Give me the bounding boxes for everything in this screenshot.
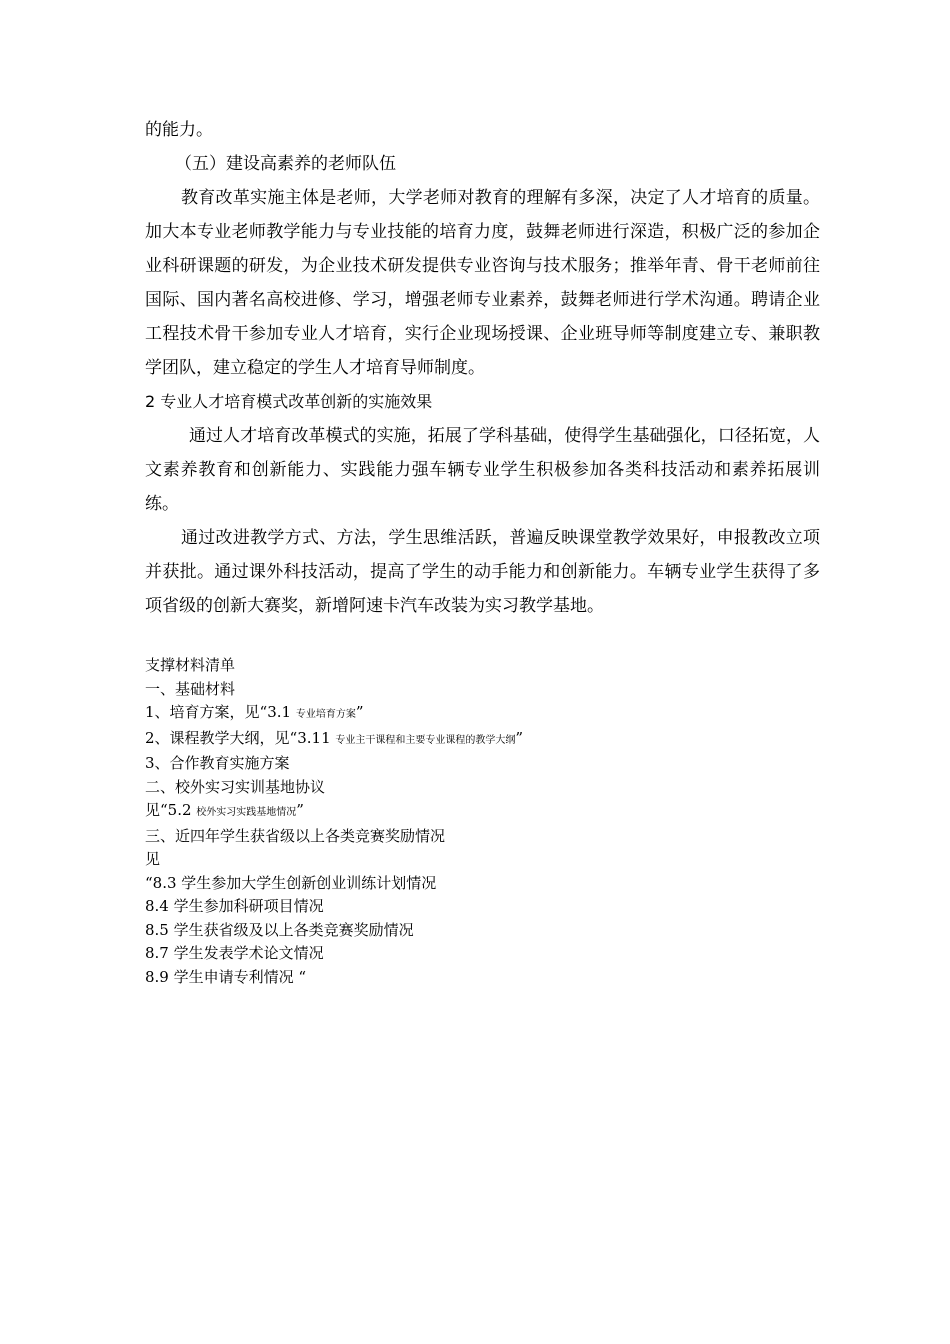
section-2-paragraph-2: 通过改进教学方式、方法，学生思维活跃，普遍反映课堂教学效果好，申报教改立项并获批。通过课外科技活动，提高了学生的动手能力和创新能力。车辆专业学生获得了多项省级的创新大赛奖，新增阿速卡汽车改装为实习教学基地。 [145,528,820,616]
materials-group-2-title: 二、校外实习实训基地协议 [145,777,326,796]
materials-group-3-see: 见 [145,850,161,868]
paragraph-continuation: 的能力。 [145,120,213,140]
materials-group-2-ref [145,799,820,825]
materials-item-1-small: 专业培育方案 [295,709,356,720]
materials-ref-8-7: 8.7 学生发表学术论文情况 [145,944,324,962]
materials-item-2-tail: ” [515,728,524,747]
materials-ref-8-3: “8.3 学生参加大学生创新创业训练计划情况 [145,873,437,892]
materials-title: 支撑材料清单 [145,656,236,674]
section-2-paragraph-1: 通过人才培育改革模式的实施，拓展了学科基础，使得学生基础强化，口径拓宽，人文素养教育和创新能力、实践能力强车辆专业学生积极参加各类科技活动和素养拓展训练。 [145,426,820,514]
materials-ref-8-9: 8.9 学生申请专利情况 “ [145,967,307,986]
materials-group-3-title: 三、近四年学生获省级以上各类竞赛奖励情况 [145,826,446,845]
materials-group-2-ref-tail: ” [296,801,304,819]
materials-group-2-ref-small: 校外实习实践基地情况 [196,807,297,818]
materials-item-1 [145,701,820,727]
materials-item-3: 3、合作教育实施方案 [145,754,290,772]
materials-item-2 [145,727,820,753]
materials-ref-8-5: 8.5 学生获省级及以上各类竞赛奖励情况 [145,920,414,939]
materials-item-1-main: 1、培育方案，见“3.1 [145,703,296,721]
document-body [145,113,820,623]
materials-item-2-small: 专业主干课程和主要专业课程的教学大纲 [335,734,516,746]
materials-item-2-main: 2、课程教学大纲，见“3.11 [145,728,336,747]
section-5-paragraph: 教育改革实施主体是老师，大学老师对教育的理解有多深，决定了人才培育的质量。加大本专业老师教学能力与专业技能的培育力度，鼓舞老师进行深造，积极广泛的参加企业科研课题的研发，为企业技术研发提供专业咨询与技术服务；推举年青、骨干老师前往国际、国内著名高校进修、学习，增强老师专业素养，鼓舞老师进行学术沟通。聘请企业工程技术骨干参加专业人才培育，实行企业现场授课、企业班导师等制度建立专、兼职教学团队，建立稳定的学生人才培育导师制度。 [145,188,820,378]
supporting-materials-list [145,654,820,989]
materials-group-2-ref-main: 见“5.2 [145,801,197,819]
section-2-heading: 2 专业人才培育模式改革创新的实施效果 [145,392,433,411]
materials-group-1-title: 一、基础材料 [145,679,236,698]
section-5-heading: （五）建设高素养的老师队伍 [175,154,396,174]
materials-ref-8-4: 8.4 学生参加科研项目情况 [145,897,324,915]
materials-item-1-tail: ” [355,703,364,721]
